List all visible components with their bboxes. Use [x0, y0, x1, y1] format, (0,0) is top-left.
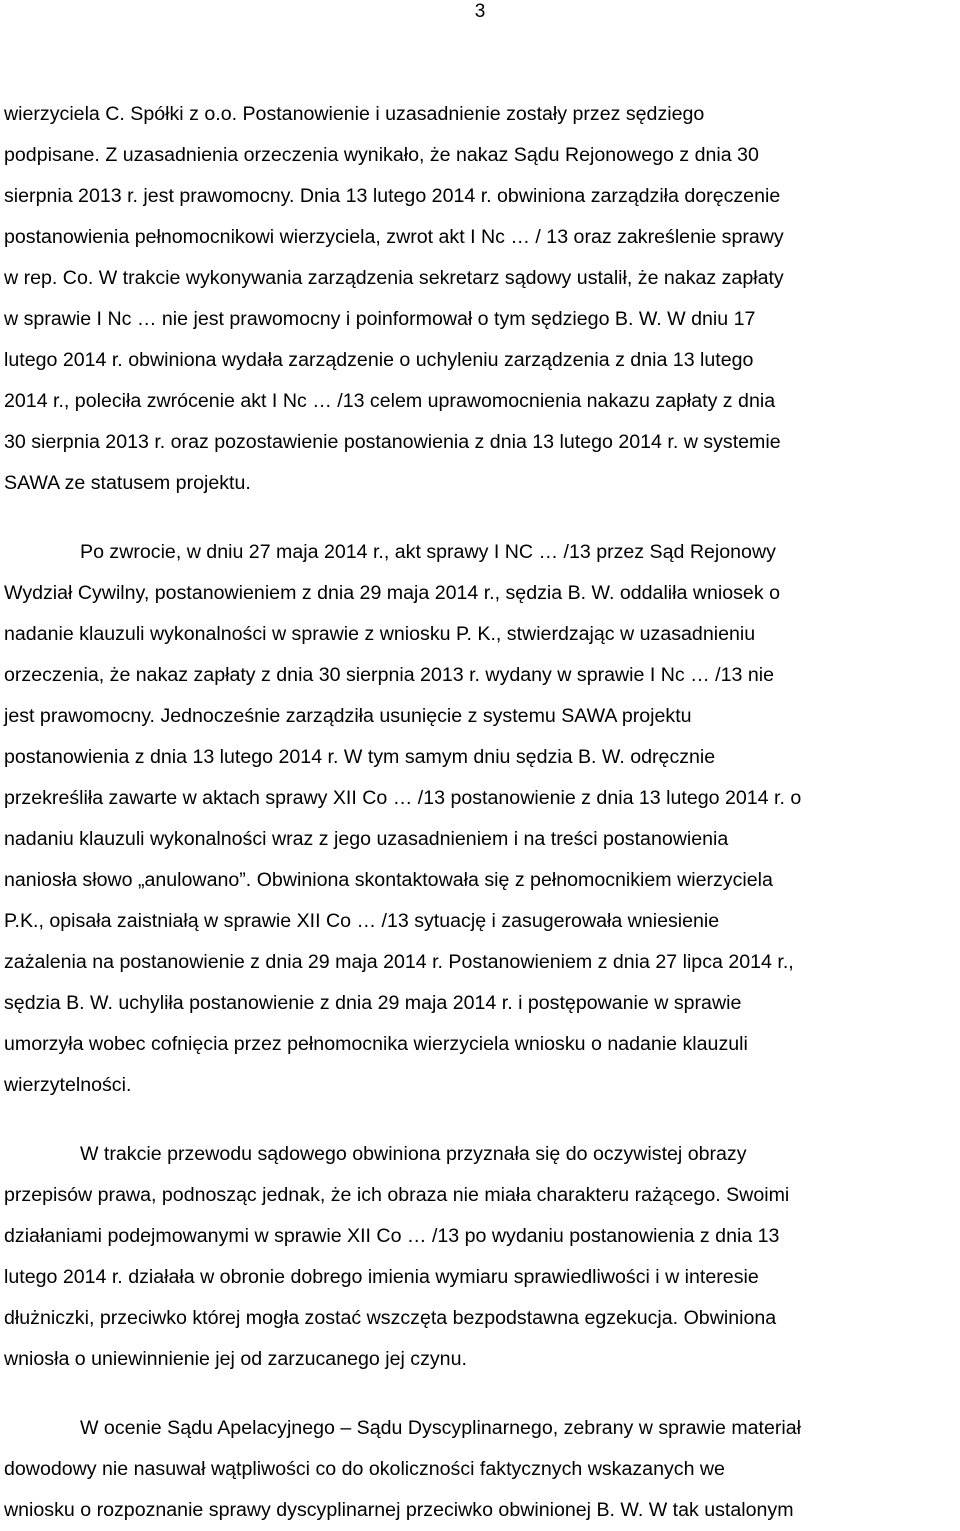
- paragraph-3: [4, 1134, 956, 1380]
- text-line: naniosła słowo „anulowano”. Obwiniona skontaktowała się z pełnomocnikiem wierzyciela: [4, 869, 773, 891]
- text-line: sierpnia 2013 r. jest prawomocny. Dnia 13 lutego 2014 r. obwiniona zarządziła doręczenie: [4, 185, 781, 207]
- paragraph-1: [4, 94, 956, 504]
- text-line: zażalenia na postanowienie z dnia 29 maja 2014 r. Postanowieniem z dnia 27 lipca 2014 r.,: [4, 951, 794, 973]
- paragraph-2: [4, 532, 956, 1106]
- text-line: W ocenie Sądu Apelacyjnego – Sądu Dyscyplinarnego, zebrany w sprawie materiał: [80, 1417, 802, 1439]
- text-line: Po zwrocie, w dniu 27 maja 2014 r., akt sprawy I NC … /13 przez Sąd Rejonowy: [80, 541, 776, 563]
- text-line: postanowienia pełnomocnikowi wierzyciela, zwrot akt I Nc … / 13 oraz zakreślenie sprawy: [4, 226, 784, 248]
- text-line: SAWA ze statusem projektu.: [4, 472, 251, 494]
- text-line: wniosła o uniewinnienie jej od zarzucanego jej czynu.: [4, 1348, 467, 1370]
- text-line: jest prawomocny. Jednocześnie zarządziła usunięcie z systemu SAWA projektu: [4, 705, 692, 727]
- text-line: nadanie klauzuli wykonalności w sprawie z wniosku P. K., stwierdzając w uzasadnieniu: [4, 623, 756, 645]
- text-line: wierzyciela C. Spółki z o.o. Postanowienie i uzasadnienie zostały przez sędziego: [4, 103, 705, 125]
- text-line: przekreśliła zawarte w aktach sprawy XII Co … /13 postanowienie z dnia 13 lutego 2014 r. o: [4, 787, 802, 809]
- text-line: dłużniczki, przeciwko której mogła zostać wszczęta bezpodstawna egzekucja. Obwiniona: [4, 1307, 777, 1329]
- text-line: podpisane. Z uzasadnienia orzeczenia wynikało, że nakaz Sądu Rejonowego z dnia 30: [4, 144, 759, 166]
- text-line: umorzyła wobec cofnięcia przez pełnomocnika wierzyciela wniosku o nadanie klauzuli: [4, 1033, 748, 1055]
- text-line: 2014 r., poleciła zwrócenie akt I Nc … /13 celem uprawomocnienia nakazu zapłaty z dnia: [4, 390, 776, 412]
- text-line: orzeczenia, że nakaz zapłaty z dnia 30 sierpnia 2013 r. wydany w sprawie I Nc … /13 nie: [4, 664, 775, 686]
- text-line: przepisów prawa, podnosząc jednak, że ich obraza nie miała charakteru rażącego. Swoimi: [4, 1184, 790, 1206]
- paragraph-gap: [4, 1380, 956, 1408]
- text-line: sędzia B. W. uchyliła postanowienie z dnia 29 maja 2014 r. i postępowanie w sprawie: [4, 992, 742, 1014]
- text-line: P.K., opisała zaistniałą w sprawie XII Co … /13 sytuację i zasugerowała wniesienie: [4, 910, 720, 932]
- paragraph-gap: [4, 504, 956, 532]
- text-line: w sprawie I Nc … nie jest prawomocny i poinformował o tym sędziego B. W. W dniu 17: [4, 308, 756, 330]
- document-body: [4, 94, 956, 1531]
- text-line: wierzytelności.: [4, 1074, 132, 1096]
- text-line: wniosku o rozpoznanie sprawy dyscyplinarnej przeciwko obwinionej B. W. W tak ustalonym: [4, 1499, 794, 1521]
- text-line: nadaniu klauzuli wykonalności wraz z jego uzasadnieniem i na treści postanowienia: [4, 828, 729, 850]
- text-line: lutego 2014 r. obwiniona wydała zarządzenie o uchyleniu zarządzenia z dnia 13 lutego: [4, 349, 754, 371]
- text-line: W trakcie przewodu sądowego obwiniona przyznała się do oczywistej obrazy: [80, 1143, 747, 1165]
- text-line: lutego 2014 r. działała w obronie dobrego imienia wymiaru sprawiedliwości i w interesie: [4, 1266, 759, 1288]
- paragraph-4: [4, 1408, 956, 1531]
- text-line: w rep. Co. W trakcie wykonywania zarządzenia sekretarz sądowy ustalił, że nakaz zapłaty: [4, 267, 784, 289]
- text-line: Wydział Cywilny, postanowieniem z dnia 29 maja 2014 r., sędzia B. W. oddaliła wniosek o: [4, 582, 780, 604]
- text-line: działaniami podejmowanymi w sprawie XII Co … /13 po wydaniu postanowienia z dnia 13: [4, 1225, 780, 1247]
- text-line: dowodowy nie nasuwał wątpliwości co do okoliczności faktycznych wskazanych we: [4, 1458, 725, 1480]
- text-line: 30 sierpnia 2013 r. oraz pozostawienie postanowienia z dnia 13 lutego 2014 r. w systemie: [4, 431, 781, 453]
- page-number: 3: [474, 1, 486, 22]
- text-line: postanowienia z dnia 13 lutego 2014 r. W tym samym dniu sędzia B. W. odręcznie: [4, 746, 716, 768]
- paragraph-gap: [4, 1106, 956, 1134]
